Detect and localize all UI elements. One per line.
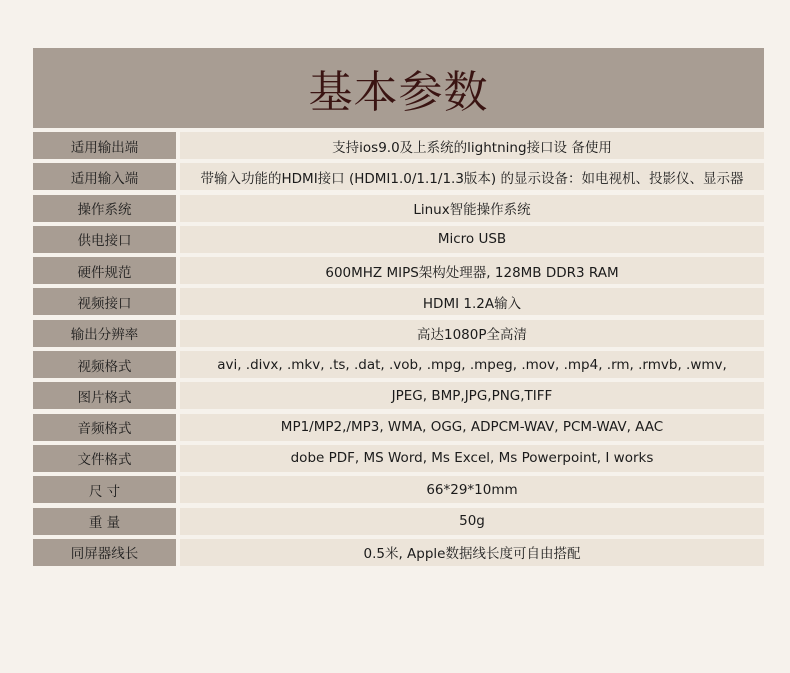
table-row	[33, 351, 764, 378]
row-label: 图片格式	[33, 382, 176, 409]
row-label: 音频格式	[33, 414, 176, 441]
row-label: 操作系统	[33, 195, 176, 222]
table-row	[33, 257, 764, 284]
row-label: 供电接口	[33, 226, 176, 253]
row-value: Linux智能操作系统	[180, 195, 764, 222]
table-row	[33, 508, 764, 535]
row-value: 支持ios9.0及上系统的lightning接口设 备使用	[180, 132, 764, 159]
row-value: JPEG, BMP,JPG,PNG,TIFF	[180, 382, 764, 409]
row-value: MP1/MP2,/MP3, WMA, OGG, ADPCM-WAV, PCM-WAV, AAC	[180, 414, 764, 441]
page-title: 基本参数	[308, 67, 489, 118]
row-value: 600MHZ MIPS架构处理器, 128MB DDR3 RAM	[180, 257, 764, 284]
table-row	[33, 382, 764, 409]
row-label: 适用输入端	[33, 163, 176, 190]
table-row	[33, 195, 764, 222]
table-row	[33, 414, 764, 441]
spec-table	[33, 48, 764, 570]
table-row	[33, 476, 764, 503]
table-row	[33, 288, 764, 315]
row-label: 输出分辨率	[33, 320, 176, 347]
row-label: 视频接口	[33, 288, 176, 315]
row-label: 重 量	[33, 508, 176, 535]
row-label: 尺 寸	[33, 476, 176, 503]
row-value: 66*29*10mm	[180, 476, 764, 503]
row-value: 带输入功能的HDMI接口 (HDMI1.0/1.1/1.3版本) 的显示设备：如电视机、投影仪、显示器	[180, 163, 764, 190]
row-label: 同屏器线长	[33, 539, 176, 566]
row-value: 0.5米, Apple数据线长度可自由搭配	[180, 539, 764, 566]
row-label: 文件格式	[33, 445, 176, 472]
row-value: dobe PDF, MS Word, Ms Excel, Ms Powerpoint, I works	[180, 445, 764, 472]
row-value: 高达1080P全高清	[180, 320, 764, 347]
table-row	[33, 320, 764, 347]
row-value: 50g	[180, 508, 764, 535]
row-value: HDMI 1.2A输入	[180, 288, 764, 315]
table-row	[33, 539, 764, 566]
row-label: 硬件规范	[33, 257, 176, 284]
table-row	[33, 445, 764, 472]
title-bar	[33, 48, 764, 128]
row-value: Micro USB	[180, 226, 764, 253]
table-row	[33, 132, 764, 159]
row-label: 适用输出端	[33, 132, 176, 159]
row-label: 视频格式	[33, 351, 176, 378]
table-row	[33, 226, 764, 253]
table-row	[33, 163, 764, 190]
spec-rows	[33, 132, 764, 566]
row-value: avi, .divx, .mkv, .ts, .dat, .vob, .mpg, .mpeg, .mov, .mp4, .rm, .rmvb, .wmv,	[180, 351, 764, 378]
